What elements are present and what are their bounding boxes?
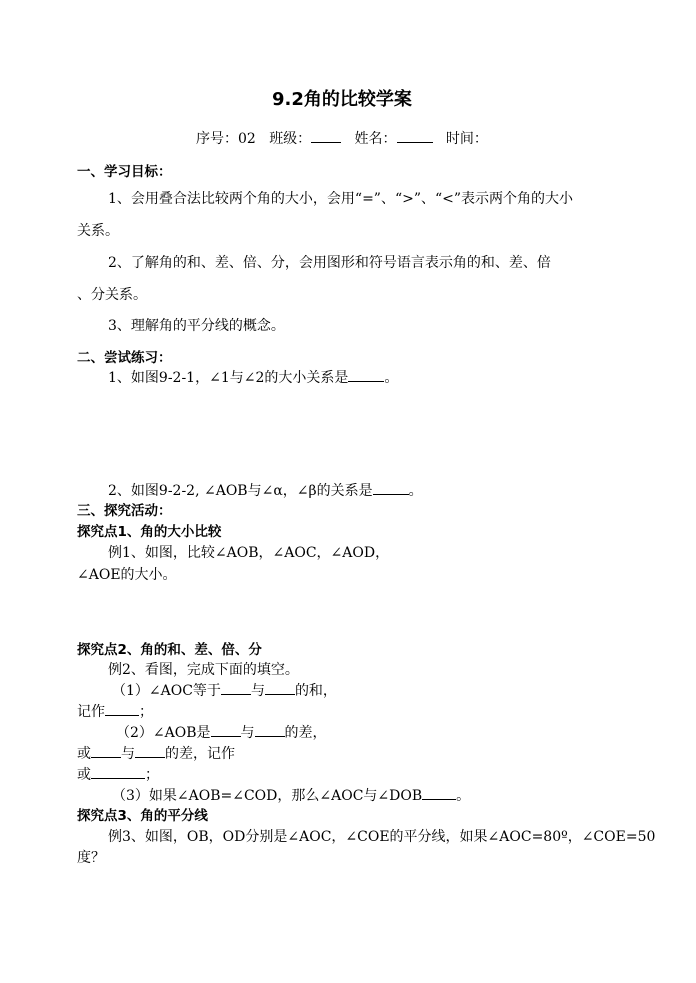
- ex2-l4-blank-1: [211, 724, 241, 737]
- ex2-l7-blank: [422, 787, 456, 800]
- example-2-line-3: [77, 703, 153, 721]
- ex2-l4-blank-2: [255, 724, 285, 737]
- ex2-l2-blank-2: [265, 682, 295, 695]
- time-label: 时间：: [445, 131, 488, 147]
- goal-3: 3、理解角的平分线的概念。: [108, 318, 285, 334]
- section-heading-practice: 二、尝试练习：: [77, 350, 172, 366]
- goal-2-line-1: 2、了解角的和、差、倍、分，会用图形和符号语言表示角的和、差、倍: [108, 255, 551, 271]
- page-title: 9.2角的比较学案: [272, 89, 412, 110]
- ex2-l5-text-c: 的差，记作: [165, 746, 235, 762]
- explore-3-heading: 探究点3、角的平分线: [77, 808, 208, 824]
- ex2-l6-text-b: ；: [145, 767, 159, 783]
- ex2-l5-blank-1: [91, 745, 121, 758]
- ex2-l3-blank: [105, 703, 139, 716]
- example-2-line-4: [116, 724, 327, 742]
- example-2-line-7: [112, 787, 470, 805]
- example-2-line-6: [77, 766, 159, 784]
- example-2-line-1: 例2、看图，完成下面的填空。: [108, 662, 299, 678]
- ex2-l4-text-b: 与: [240, 725, 255, 741]
- practice-q2-text: 2、如图9-2-2, ∠AOB与∠α，∠β的关系是: [108, 483, 373, 499]
- ex2-l7-text-b: 。: [456, 788, 471, 804]
- class-label: 班级：: [269, 131, 312, 147]
- ex2-l2-text-c: 的和，: [294, 683, 337, 699]
- header-meta: [196, 130, 488, 148]
- ex2-l6-blank: [91, 766, 145, 779]
- practice-q1-blank: [348, 369, 384, 382]
- goal-2-line-2: 、分关系。: [77, 287, 147, 303]
- ex2-l2-text-a: （1）∠AOC等于: [112, 683, 221, 699]
- goal-1-line-1: 1、会用叠合法比较两个角的大小，会用“=”、“>”、“<”表示两个角的大小: [108, 191, 574, 207]
- ex2-l5-text-b: 与: [121, 746, 135, 762]
- ex2-l4-text-a: （2）∠AOB是: [116, 725, 211, 741]
- ex2-l3-text-a: 记作: [77, 704, 105, 720]
- ex2-l7-text-a: （3）如果∠AOB=∠COD，那么∠AOC与∠DOB: [112, 788, 423, 804]
- practice-q2: [108, 482, 423, 500]
- practice-q1: [108, 369, 398, 387]
- ex2-l5-blank-2: [135, 745, 165, 758]
- section-heading-goals: 一、学习目标：: [77, 164, 172, 180]
- ex2-l6-text-a: 或: [77, 767, 91, 783]
- section-heading-explore: 三、探究活动：: [77, 503, 172, 519]
- practice-q2-end: 。: [408, 483, 423, 499]
- ex2-l2-blank-1: [221, 682, 251, 695]
- example-3-line-2: 度？: [77, 850, 105, 866]
- seq-label: 序号：02: [196, 131, 256, 147]
- class-blank: [311, 130, 341, 143]
- example-1-line-2: ∠AOE的大小。: [77, 567, 177, 583]
- name-label: 姓名：: [354, 131, 397, 147]
- example-1-line-1: 例1、如图，比较∠AOB，∠AOC，∠AOD，: [108, 545, 390, 561]
- ex2-l3-text-b: ；: [139, 704, 153, 720]
- explore-2-heading: 探究点2、角的和、差、倍、分: [77, 642, 262, 658]
- ex2-l2-text-b: 与: [250, 683, 265, 699]
- example-3-line-1: 例3、如图，OB，OD分别是∠AOC，∠COE的平分线，如果∠AOC=80º，∠COE=50: [108, 829, 656, 845]
- example-2-line-5: [77, 745, 235, 763]
- ex2-l4-text-c: 的差，: [284, 725, 327, 741]
- name-blank: [397, 130, 433, 143]
- goal-1-line-2: 关系。: [77, 223, 119, 239]
- example-2-line-2: [112, 682, 337, 700]
- ex2-l5-text-a: 或: [77, 746, 91, 762]
- practice-q1-text: 1、如图9-2-1，∠1与∠2的大小关系是: [108, 370, 349, 386]
- explore-1-heading: 探究点1、角的大小比较: [77, 524, 222, 540]
- practice-q2-blank: [373, 482, 409, 495]
- practice-q1-end: 。: [384, 370, 399, 386]
